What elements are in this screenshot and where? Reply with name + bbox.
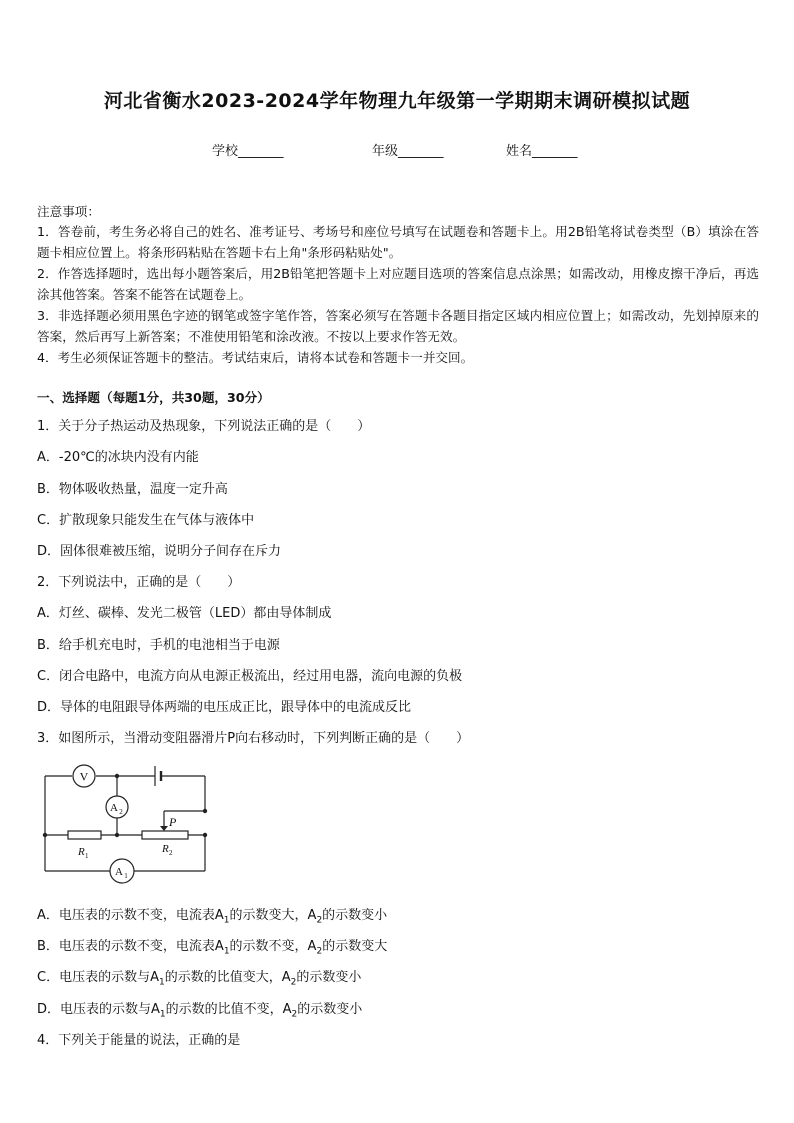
voltmeter-icon (73, 765, 95, 787)
resistor-r1-label: R (78, 846, 85, 858)
question-1-option-c: C．扩散现象只能发生在气体与液体中 (37, 513, 255, 528)
notice-item-2: 2．作答选择题时，选出每小题答案后，用2B铅笔把答题卡上对应题目选项的答案信息点涂黑；如需改动，用橡皮擦干净后，再选涂其他答案。答案不能答在试题卷上。 (37, 266, 759, 302)
school-field: 学校_______ (212, 144, 284, 159)
ammeter-a2-sub: 2 (119, 808, 123, 816)
question-1-option-a: A．-20℃的冰块内没有内能 (37, 450, 199, 465)
question-1-stem: 1．关于分子热运动及热现象，下列说法正确的是（ ） (37, 419, 371, 434)
notice-item-1: 1．答卷前，考生务必将自己的姓名、准考证号、考场号和座位号填写在试题卷和答题卡上。用2B铅笔将试卷类型（B）填涂在答题卡相应位置上。将条形码粘贴在答题卡右上角"条形码粘贴处"。 (37, 224, 759, 260)
question-2-option-a: A．灯丝、碳棒、发光二极管（LED）都由导体制成 (37, 606, 332, 621)
circuit-diagram (38, 760, 218, 888)
notice-heading: 注意事项： (37, 204, 100, 219)
question-2-stem: 2．下列说法中，正确的是（ ） (37, 575, 241, 590)
name-field: 姓名_______ (506, 144, 578, 159)
question-3-option-a: A．电压表的示数不变，电流表$A_1$的示数变大，$A_2$的示数变小 (37, 908, 388, 926)
voltmeter-label: V (79, 769, 89, 784)
ammeter-a1-sub: 1 (124, 872, 128, 880)
question-2-option-c: C．闭合电路中，电流方向从电源正极流出，经过用电器，流向电源的负极 (37, 669, 463, 684)
ammeter-a1-icon (110, 859, 134, 883)
notice-item-3: 3．非选择题必须用黑色字迹的钢笔或签字笔作答，答案必须写在答题卡各题目指定区域内相应位置上；如需改动，先划掉原来的答案，然后再写上新答案；不准使用铅笔和涂改液。不按以上要求作答无效。 (37, 308, 759, 344)
question-1-option-d: D．固体很难被压缩，说明分子间存在斥力 (37, 544, 282, 559)
resistor-r2-sub: 2 (169, 849, 173, 857)
exam-title: 河北省衡水2023-2024学年物理九年级第一学期期末调研模拟试题 (103, 90, 691, 112)
question-4-stem: 4．下列关于能量的说法，正确的是 (37, 1033, 241, 1048)
question-2-option-d: D．导体的电阻跟导体两端的电压成正比，跟导体中的电流成反比 (37, 700, 412, 715)
question-3-option-b: B．电压表的示数不变，电流表$A_1$的示数不变，$A_2$的示数变大 (37, 939, 388, 957)
slider-arrow-icon (160, 826, 168, 831)
question-1-option-b: B．物体吸收热量，温度一定升高 (37, 482, 228, 497)
notice-item-4: 4．考生必须保证答题卡的整洁。考试结束后，请将本试卷和答题卡一并交回。 (37, 350, 474, 365)
question-2-option-b: B．给手机充电时，手机的电池相当于电源 (37, 638, 280, 653)
resistor-r1-sub: 1 (85, 852, 89, 860)
section-heading: 一、选择题（每题1分，共30题，30分） (37, 390, 270, 405)
ammeter-a1-label: A (115, 866, 123, 878)
question-3-stem: 3．如图所示，当滑动变阻器滑片P向右移动时，下列判断正确的是（ ） (37, 731, 470, 746)
slider-label: P (169, 815, 177, 829)
resistor-r2-label: R (162, 843, 169, 855)
ammeter-a2-icon (106, 796, 128, 818)
question-3-option-d: D．电压表的示数与$A_1$的示数的比值不变，$A_2$的示数变小 (37, 1002, 363, 1020)
ammeter-a2-label: A (110, 802, 118, 814)
question-3-option-c: C．电压表的示数与$A_1$的示数的比值变大，$A_2$的示数变小 (37, 970, 362, 988)
grade-field: 年级_______ (372, 144, 444, 159)
notice-list (37, 221, 759, 368)
